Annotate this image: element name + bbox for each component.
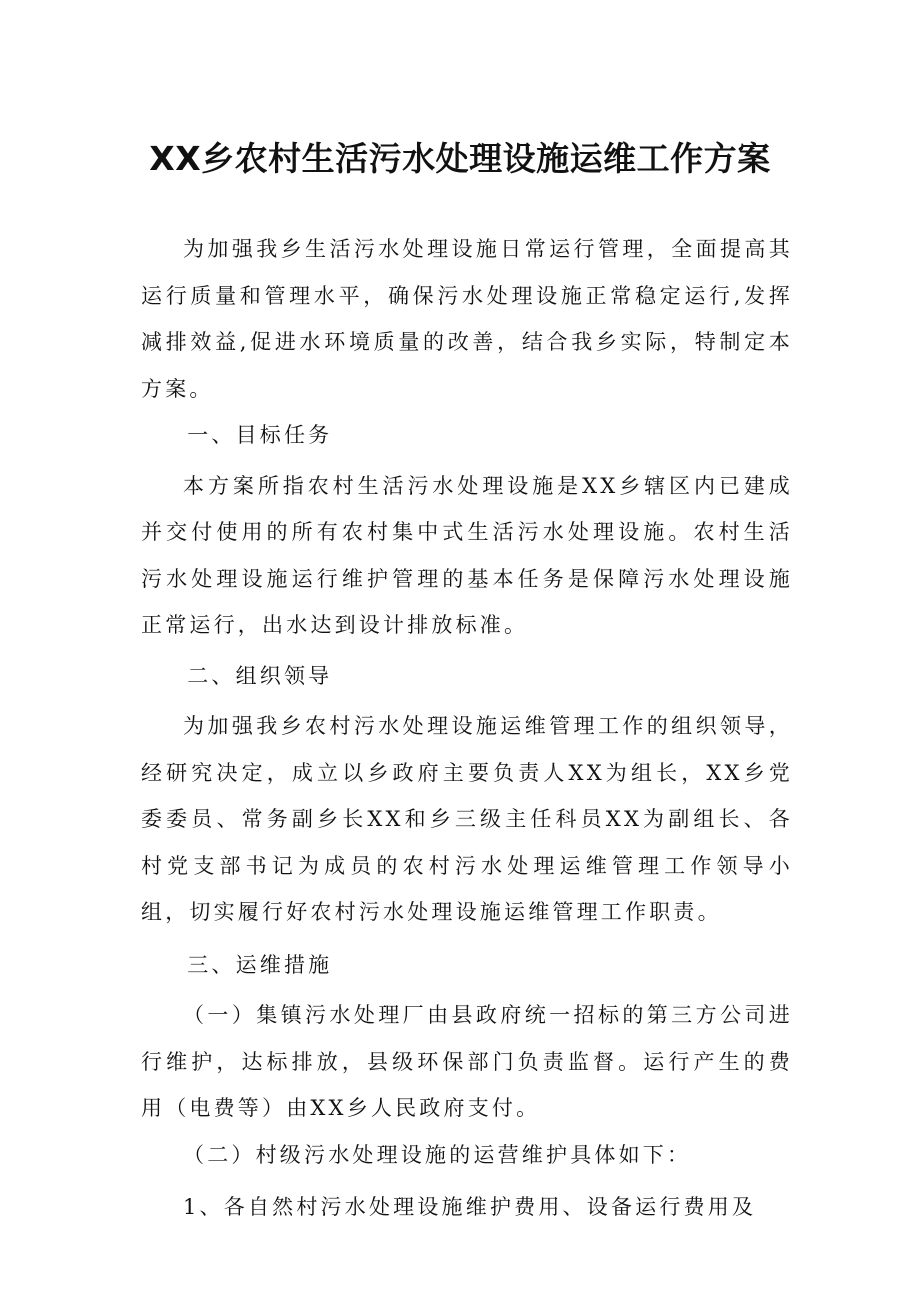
document-title: XX乡农村生活污水处理设施运维工作方案 [149, 139, 771, 178]
goals-paragraph: 本方案所指农村生活污水处理设施是XX乡辖区内已建成并交付使用的所有农村集中式生活污水处理设施。农村生活污水处理设施运行维护管理的基本任务是保障污水处理设施正常运行，出水达到设计排放标准。 [141, 473, 793, 637]
leadership-paragraph: 为加强我乡农村污水处理设施运维管理工作的组织领导，经研究决定，成立以乡政府主要负责人XX为组长，XX乡党委委员、常务副乡长XX和乡三级主任科员XX为副组长、各村党支部书记为成员的农村污水处理运维管理工作领导小组，切实履行好农村污水处理设施运维管理工作职责。 [141, 714, 793, 924]
section-heading-leadership: 二、组织领导 [187, 663, 333, 688]
measures-paragraph-2: （二）村级污水处理设施的运营维护具体如下： [183, 1142, 692, 1167]
measures-paragraph-3: 1、各自然村污水处理设施维护费用、设备运行费用及 [183, 1195, 757, 1219]
document-body [141, 226, 793, 1231]
section-heading-goals: 一、目标任务 [187, 423, 333, 447]
section-heading-measures: 三、运维措施 [187, 952, 333, 977]
intro-paragraph: 为加强我乡生活污水处理设施日常运行管理，全面提高其运行质量和管理水平，确保污水处理设施正常稳定运行,发挥减排效益,促进水环境质量的改善，结合我乡实际，特制定本方案。 [141, 237, 793, 401]
measures-paragraph-1: （一）集镇污水处理厂由县政府统一招标的第三方公司进行维护，达标排放，县级环保部门负责监督。运行产生的费用（电费等）由XX乡人民政府支付。 [141, 1003, 793, 1120]
